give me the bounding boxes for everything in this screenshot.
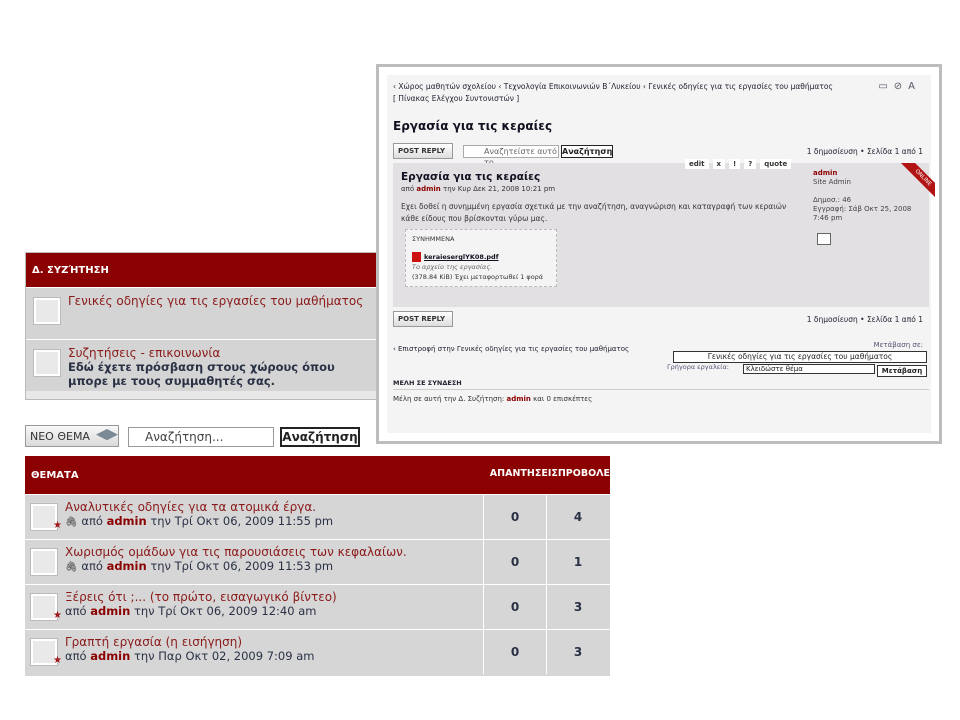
online-badge xyxy=(897,163,935,201)
views-count: 3 xyxy=(546,630,609,674)
online-user[interactable]: admin xyxy=(506,395,531,403)
by-label: από xyxy=(65,649,87,663)
attachment-icon: 🖇 xyxy=(65,517,78,528)
graduation-cap-icon xyxy=(96,429,118,443)
breadcrumb xyxy=(393,81,833,105)
attachment-size: (378.84 KiB) Έχει μεταφορτωθεί 1 φορά xyxy=(412,273,544,281)
star-icon: ★ xyxy=(53,610,62,621)
pagination: 1 δημοσίευση • Σελίδα 1 από 1 xyxy=(806,147,923,156)
online-badge-label: ONLINE xyxy=(898,163,935,201)
views-count: 1 xyxy=(546,540,609,584)
breadcrumb-trail[interactable]: ‹ Χώρος μαθητών σχολείου ‹ Τεχνολογία Επικοινωνιών Β΄Λυκείου ‹ Γενικές οδηγίες για τις εργασίες του μαθήματος xyxy=(393,82,833,91)
by-label: από xyxy=(81,559,103,573)
edit-button[interactable]: edit xyxy=(685,159,709,169)
post xyxy=(393,160,933,307)
topic-screenshot-overlay xyxy=(376,64,942,444)
topics-column-headers: ΑΠΑΝΤΗΣΕΙΣΠΡΟΒΟΛΕ xyxy=(489,468,610,479)
topic-author[interactable]: admin xyxy=(106,514,147,528)
private-message-icon[interactable] xyxy=(817,233,831,245)
star-icon: ★ xyxy=(53,520,62,531)
replies-count: 0 xyxy=(483,495,546,539)
topic-author[interactable]: admin xyxy=(106,559,147,573)
topic-date: την Τρί Οκτ 06, 2009 11:55 pm xyxy=(150,514,334,528)
table-row[interactable] xyxy=(25,494,610,539)
return-link[interactable]: ‹ Επιστροφή στην Γενικές οδηγίες για τις εργασίες του μαθήματος xyxy=(393,345,630,353)
by-label: από xyxy=(65,604,87,618)
author-posts: Δημοσ.: 46 xyxy=(813,196,852,204)
author-name[interactable]: admin xyxy=(813,169,838,177)
topic-read-icon xyxy=(31,549,57,575)
topic-date: την Τρί Οκτ 06, 2009 12:40 am xyxy=(133,604,317,618)
post-date: την Κυρ Δεκ 21, 2008 10:21 pm xyxy=(443,185,556,193)
author-registered: Εγγραφή: Σάβ Οκτ 25, 2008 7:46 pm xyxy=(813,205,912,222)
search-button[interactable]: Αναζήτηση xyxy=(280,427,360,447)
post-title[interactable]: Εργασία για τις κεραίες xyxy=(401,171,541,183)
attachments-label: ΣΥΝΗΜΜΕΝΑ xyxy=(412,235,455,243)
forum-read-icon xyxy=(34,350,60,376)
post-body: Εχει δοθεί η συνημμένη εργασία σχετικά με την αναζήτηση, αναγνώριση και καταγραφή των κεραιών κάθε είδους που βρίσκονται γύρω μας. xyxy=(401,202,787,223)
online-prefix: Μέλη σε αυτή την Δ. Συζήτηση: xyxy=(393,395,505,403)
topic-title[interactable]: Αναλυτικές οδηγίες για τα ατομικά έργα. xyxy=(65,500,317,514)
forum-read-icon xyxy=(34,298,60,324)
print-icon[interactable]: ▭ xyxy=(878,81,894,92)
replies-count: 0 xyxy=(483,585,546,629)
forum-description: Εδώ έχετε πρόσβαση στους χώρους όπου μπορε με τους συμμαθητές σας. xyxy=(68,360,335,388)
post-reply-button[interactable]: POST REPLY xyxy=(393,143,453,159)
forum-row[interactable] xyxy=(26,339,376,391)
pdf-icon xyxy=(412,252,421,262)
attachment-link[interactable]: keraieserglYK08.pdf xyxy=(424,253,499,261)
topic-title[interactable]: Ξέρεις ότι ;... (το πρώτο, εισαγωγικό βίντεο) xyxy=(65,590,337,604)
post-meta xyxy=(401,185,555,193)
quote-button[interactable]: quote xyxy=(760,159,791,169)
attachment-note: Το αρχείο της εργασίας. xyxy=(412,263,493,271)
post-actions xyxy=(685,159,791,169)
star-icon: ★ xyxy=(53,655,62,666)
email-icon[interactable]: ⊘ xyxy=(893,81,909,92)
online-users xyxy=(393,395,592,403)
topic-search-button[interactable]: Αναζήτηση xyxy=(562,147,613,156)
topic-title[interactable]: Χωρισμός ομάδων για τις παρουσιάσεις των κεφαλαίων. xyxy=(65,545,407,559)
attachments-box xyxy=(405,229,557,287)
post-by-label: από xyxy=(401,185,415,193)
by-label: από xyxy=(81,514,103,528)
quick-tools-select[interactable]: Κλειδώστε θέμα xyxy=(743,364,875,374)
views-count: 4 xyxy=(546,495,609,539)
search-input[interactable]: Αναζήτηση... xyxy=(128,427,274,447)
moderator-panel-link[interactable]: [ Πίνακας Ελέγχου Συντονιστών ] xyxy=(393,94,520,103)
info-button[interactable]: ? xyxy=(744,159,756,169)
replies-count: 0 xyxy=(483,540,546,584)
new-topic-button[interactable] xyxy=(25,425,119,447)
topic-title[interactable]: Γραπτή εργασία (η εισήγηση) xyxy=(65,635,243,649)
forum-section xyxy=(25,252,377,400)
new-topic-label: ΝΕΟ ΘΕΜΑ xyxy=(30,429,90,443)
table-row[interactable] xyxy=(25,584,610,629)
jump-label: Μετάβαση σε: xyxy=(873,341,923,349)
views-count: 3 xyxy=(546,585,609,629)
font-size-icon[interactable]: A xyxy=(908,81,921,92)
delete-button[interactable]: x xyxy=(713,159,726,169)
online-suffix: και 0 επισκέπτες xyxy=(533,395,593,403)
topic-search-input[interactable]: Αναζητείστε αυτό xyxy=(463,145,559,158)
table-row[interactable] xyxy=(25,629,610,674)
topics-header xyxy=(25,456,610,494)
forum-title[interactable]: Γενικές οδηγίες για τις εργασίες του μαθήματος xyxy=(68,294,364,308)
post-author[interactable]: admin xyxy=(416,185,441,193)
post-reply-button-bottom[interactable]: POST REPLY xyxy=(393,311,453,327)
table-row[interactable] xyxy=(25,539,610,584)
topic-author[interactable]: admin xyxy=(90,604,131,618)
replies-count: 0 xyxy=(483,630,546,674)
topic-date: την Τρί Οκτ 06, 2009 11:53 pm xyxy=(150,559,334,573)
attachment-icon: 🖇 xyxy=(65,562,78,573)
forum-section-header: Δ. ΣΥΖΉΤΗΣΗ xyxy=(26,253,376,287)
forum-row[interactable] xyxy=(26,287,376,339)
forum-title[interactable]: Συζητήσεις - επικοινωνία xyxy=(68,346,221,360)
topic-date: την Παρ Οκτ 02, 2009 7:09 am xyxy=(133,649,315,663)
go-button[interactable]: Μετάβαση xyxy=(877,365,927,377)
quick-tools-label: Γρήγορα εργαλεία: xyxy=(667,363,729,371)
topics-table xyxy=(25,456,610,676)
author-role: Site Admin xyxy=(813,178,851,186)
online-header: ΜΕΛΗ ΣΕ ΣΥΝΔΕΣΗ xyxy=(393,379,929,390)
topic-author[interactable]: admin xyxy=(90,649,131,663)
pagination-bottom: 1 δημοσίευση • Σελίδα 1 από 1 xyxy=(806,315,923,324)
page-title: Εργασία για τις κεραίες xyxy=(393,119,553,133)
report-button[interactable]: ! xyxy=(729,159,740,169)
page-tools xyxy=(878,81,921,92)
topics-header-label: ΘΕΜΑΤΑ xyxy=(31,469,79,481)
jump-select[interactable]: Γενικές οδηγίες για τις εργασίες του μαθήματος xyxy=(673,351,927,363)
